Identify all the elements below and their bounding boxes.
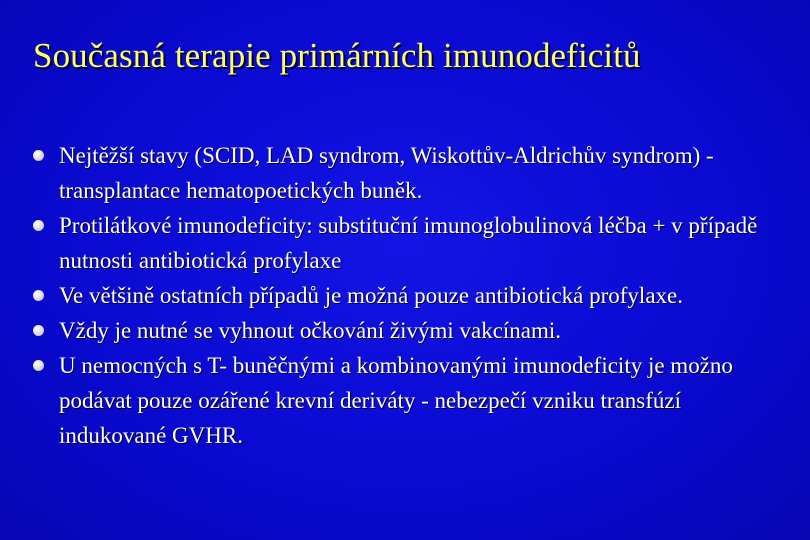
bullet-dot-icon <box>33 150 44 161</box>
bullet-text: Vždy je nutné se vyhnout očkování živými vakcínami. <box>59 318 562 343</box>
bullet-item <box>33 348 793 453</box>
bullet-dot-icon <box>33 360 44 371</box>
bullet-dot-icon <box>33 220 44 231</box>
bullet-text: U nemocných s T- buněčnými a kombinovanými imunodeficity je možno podávat pouze ozářené krevní deriváty - nebezpečí vzniku transfúzí indukované GVHR. <box>59 353 733 448</box>
bullet-text: Ve většině ostatních případů je možná pouze antibiotická profylaxe. <box>59 283 683 308</box>
bullet-item <box>33 313 793 348</box>
bullet-item <box>33 278 793 313</box>
bullet-item <box>33 208 793 278</box>
bullet-list <box>33 138 793 453</box>
bullet-item <box>33 138 793 208</box>
bullet-dot-icon <box>33 325 44 336</box>
bullet-text: Nejtěžší stavy (SCID, LAD syndrom, Wiskottův-Aldrichův syndrom) - transplantace hematopoetických buněk. <box>59 143 714 203</box>
slide-title: Současná terapie primárních imunodeficitů <box>33 36 641 75</box>
bullet-text: Protilátkové imunodeficity: substituční imunoglobulinová léčba + v případě nutnosti antibiotická profylaxe <box>59 213 758 273</box>
bullet-dot-icon <box>33 290 44 301</box>
